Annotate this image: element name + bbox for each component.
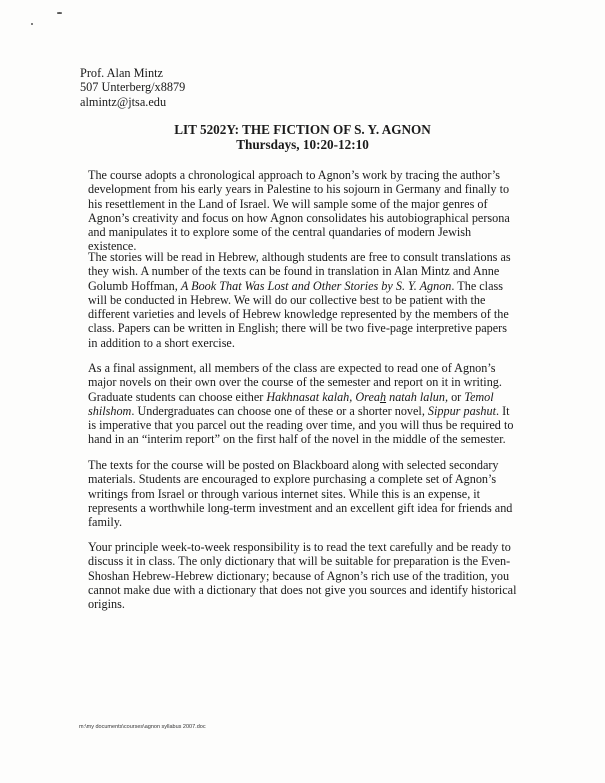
course-title: LIT 5202Y: THE FICTION OF S. Y. AGNON xyxy=(174,122,431,137)
paragraph-readings xyxy=(88,250,518,350)
course-title-block xyxy=(0,122,605,153)
paragraph-text: . Undergraduates can choose one of these or a shorter novel, xyxy=(131,403,428,418)
instructor-email: almintz@jtsa.edu xyxy=(80,94,167,109)
novel-title-part: h xyxy=(379,389,387,404)
paragraph-text: . It is imperative that you parcel out the reading over time, and you will thus be required to hand in an “interim report” on the first half of the novel in the middle of the semester. xyxy=(88,403,514,447)
paragraph-final-assignment xyxy=(88,361,518,447)
novel-title-part: natah lalun, xyxy=(386,389,449,404)
paragraph-course-texts: The texts for the course will be posted on Blackboard along with selected secondary materials. Students are encouraged to explore purchasing a complete set of Agnon’s writings from Israel or through various internet sites. While this is an expense, it represents a worthwhile long-term investment and an excellent gift idea for friends and family. xyxy=(88,458,513,529)
paragraph-responsibilities: Your principle week-to-week responsibility is to read the text carefully and be ready to discuss it in class. The only dictionary that will be suitable for preparation is the Even-Shoshan Hebrew-Hebrew dictionary; because of Agnon’s rich use of the tradition, you cannot make due with a dictionary that does not give you sources and identify historical origins. xyxy=(88,540,517,611)
scan-mark xyxy=(57,12,62,14)
file-path-footer: m:\my documents\courses\agnon syllabus 2007.doc xyxy=(79,724,206,730)
instructor-header xyxy=(80,66,185,109)
paragraph-text: As a final assignment, all members of the class are expected to read one of Agnon’s major novels on their own over the course of the semester and report on it in writing. Graduate students can choose either xyxy=(88,361,502,404)
novel-title: Sippur pashut xyxy=(427,403,496,418)
instructor-name: Prof. Alan Mintz xyxy=(80,66,163,80)
scan-mark xyxy=(31,23,33,25)
novel-title xyxy=(266,390,448,404)
paragraph-text: . The class will be conducted in Hebrew. We will do our collective best to be patient with the different varieties and levels of Hebrew knowledge represented by the members of the class. Papers can be written in English; there will be two five-page interpretive papers in addition to a short exercise. xyxy=(88,278,509,350)
novel-title-part: Hakhnasat kalah, Orea xyxy=(266,389,380,404)
paragraph-text: or xyxy=(448,389,465,404)
book-title: A Book That Was Lost and Other Stories by S. Y. Agnon xyxy=(180,278,452,293)
paragraph-course-overview: The course adopts a chronological approach to Agnon’s work by tracing the author’s development from his early years in Palestine to his sojourn in Germany and finally to his resettlement in the Land of Israel. We will sample some of the major genres of Agnon’s creativity and focus on how Agnon consolidates his autobiographical persona and manipulates it to explore some of the central quandaries of modern Jewish existence. xyxy=(88,168,510,254)
instructor-office: 507 Unterberg/x8879 xyxy=(80,80,186,95)
paragraph-text: The stories will be read in Hebrew, although students are free to consult translations as they wish. A number of the texts can be found in translation in Alan Mintz and Anne Golumb Hoffman, xyxy=(88,250,511,293)
novel-title: Temol shilshom xyxy=(88,389,494,418)
course-schedule: Thursdays, 10:20-12:10 xyxy=(236,137,369,153)
